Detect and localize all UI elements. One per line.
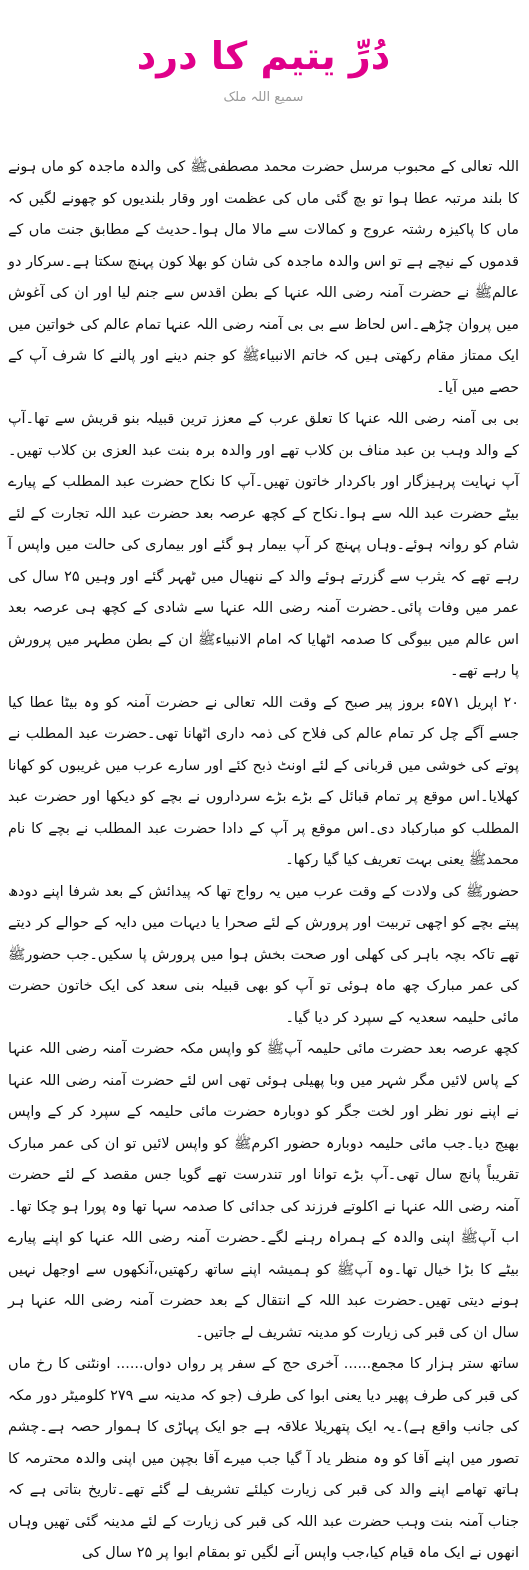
article-body bbox=[8, 152, 520, 1561]
article-title: دُرِّ یتیم کا درد bbox=[136, 34, 391, 78]
article-paragraph: ۲۰ اپریل ۵۷۱ء بروز پیر صبح کے وقت اللہ تعالی نے حضرت آمنہ کو وہ بیٹا عطا کیا جسے آگے چل کر تمام عالم کی فلاح کی ذمہ داری اٹھانا تھی۔حضرت عبد المطلب نے پوتے کی خوشی میں قربانی کے لئے اونٹ ذبح کئے اور سارے عرب میں غریبوں کو کھانا کھلایا۔اس موقع پر تمام قبائل کے بڑے بڑے سرداروں نے بچے کو دیکھا اور حضرت عبد المطلب کو مبارکباد دی۔اس موقع پر آپ کے دادا حضرت عبد المطلب نے بچے کا نام محمدﷺ یعنی بہت تعریف کیا گیا رکھا۔ bbox=[8, 694, 520, 868]
article-paragraph: اللہ تعالی کے محبوب مرسل حضرت محمد مصطفیﷺ کی والدہ ماجدہ کو ماں ہونے کا بلند مرتبہ عطا ہوا تو بچ گئی ماں کی عظمت اور وقار بلندیوں کو چھونے لگیں کہ ماں کا پاکیزہ رشتہ عروج و کمالات سے مالا مال ہوا۔حدیث کے مطابق جنت ماں کے قدموں کے نیچے ہے تو اس والدہ ماجدہ کی شان کو بھلا کون پہنچ سکتا ہے۔سرکار دو عالمﷺ نے حضرت آمنہ رضی اللہ عنہا کے بطن اقدس سے جنم لیا اور ان کی آغوش میں پروان چڑھے۔اس لحاظ سے بی بی آمنہ رضی اللہ عنہا تمام عالم کی خواتین میں ایک ممتاز مقام رکھتی ہیں کہ خاتم الانبیاءﷺ کو جنم دینے اور پالنے کا شرف آپ کے حصے میں آیا۔ bbox=[8, 159, 519, 396]
article-paragraph: حضورﷺ کی ولادت کے وقت عرب میں یہ رواج تھا کہ پیدائش کے بعد شرفا اپنے دودھ پیتے بچے کو اچھی تربیت اور پرورش کے لئے صحرا یا دیہات میں دایہ کے حوالے کر دیتے تھے تاکہ بچہ باہر کی کھلی اور صحت بخش ہوا میں پرورش پا سکیں۔جب حضورﷺ کی عمر مبارک چھ ماہ ہوئی تو آپ کو بھی قبیلہ بنی سعد کی ایک خاتون حضرت مائی حلیمہ سعدیہ کے سپرد کر دیا گیا۔ bbox=[8, 883, 519, 1026]
article-paragraph: کچھ عرصہ بعد حضرت مائی حلیمہ آپﷺ کو واپس مکہ حضرت آمنہ رضی اللہ عنہا کے پاس لائیں مگر شہر میں وبا پھیلی ہوئی تھی اس لئے حضرت آمنہ رضی اللہ عنہا نے اپنے نور نظر اور لخت جگر کو دوبارہ حضرت مائی حلیمہ کے سپرد کر کے واپس بھیج دیا۔جب مائی حلیمہ دوبارہ حضور اکرمﷺ کو واپس لائیں تو ان کی عمر مبارک تقریباً پانچ سال تھی۔آپ بڑے توانا اور تندرست تھے گویا جس مقصد کے لئے حضرت آمنہ رضی اللہ عنہا نے اکلوتے فرزند کی جدائی کا صدمہ سہا تھا وہ پورا ہو چکا تھا۔اب آپﷺ اپنی والدہ کے ہمراہ رہنے لگے۔حضرت آمنہ رضی اللہ عنہا کو اپنے پیارے بیٹے کا بڑا خیال تھا۔وہ آپﷺ کو ہمیشہ اپنے ساتھ رکھتیں،آنکھوں سے اوجھل نہیں ہونے دیتی تھیں۔حضرت عبد اللہ کے انتقال کے بعد حضرت آمنہ رضی اللہ عنہا ہر سال ان کی قبر کی زیارت کو مدینہ تشریف لے جاتیں۔ bbox=[8, 1041, 519, 1341]
article-paragraph: ساتھ ستر ہزار کا مجمع...... آخری حج کے سفر پر رواں دواں...... اونٹنی کا رخ ماں کی قبر کی طرف پھیر دیا یعنی ابوا کی طرف (جو کہ مدینہ سے ۲۷۹ کلومیٹر دور مکہ کی جانب واقع ہے)۔یہ ایک پتھریلا علاقہ ہے جو ایک پہاڑی کا ہموار حصہ ہے۔چشم تصور میں اپنے آقا کو وہ منظر یاد آ گیا جب میرے آقا بچپن میں اپنی والدہ محترمہ کا ہاتھ تھامے اپنے والد کی قبر کی زیارت کیلئے تشریف لے گئے تھے۔تاریخ بتاتی ہے کہ جناب آمنہ بنت وہب حضرت عبد اللہ کی قبر کی زیارت کے لئے مدینہ گئی تھیں وہاں انھوں نے ایک ماہ قیام کیا،جب واپس آنے لگیں تو بمقام ابوا پر ۲۵ سال کی bbox=[8, 1356, 519, 1561]
article-paragraph: بی بی آمنہ رضی اللہ عنہا کا تعلق عرب کے معزز ترین قبیلہ بنو قریش سے تھا۔آپ کے والد وہب بن عبد مناف بن کلاب تھے اور والدہ برہ بنت عبد العزی بن کلاب تھیں۔آپ نہایت پرہیزگار اور باکردار خاتون تھیں۔آپ کا نکاح حضرت عبد المطلب کے پیارے بیٹے حضرت عبد اللہ سے ہوا۔نکاح کے کچھ عرصہ بعد حضرت عبد اللہ تجارت کے لئے شام کو روانہ ہوئے۔وہاں پہنچ کر آپ بیمار ہو گئے اور بیماری کی حالت میں واپس آ رہے تھے کہ یثرب سے گزرتے ہوئے والد کے ننھیال میں ٹھہر گئے اور وہیں ۲۵ سال کی عمر میں وفات پائی۔حضرت آمنہ رضی اللہ عنہا سے شادی کے کچھ ہی عرصہ بعد اس عالم میں بیوگی کا صدمہ اٹھایا کہ امام الانبیاءﷺ ان کے بطن مطہر میں پرورش پا رہے تھے۔ bbox=[8, 411, 519, 679]
author-byline: سمیع اللہ ملک bbox=[223, 90, 304, 105]
